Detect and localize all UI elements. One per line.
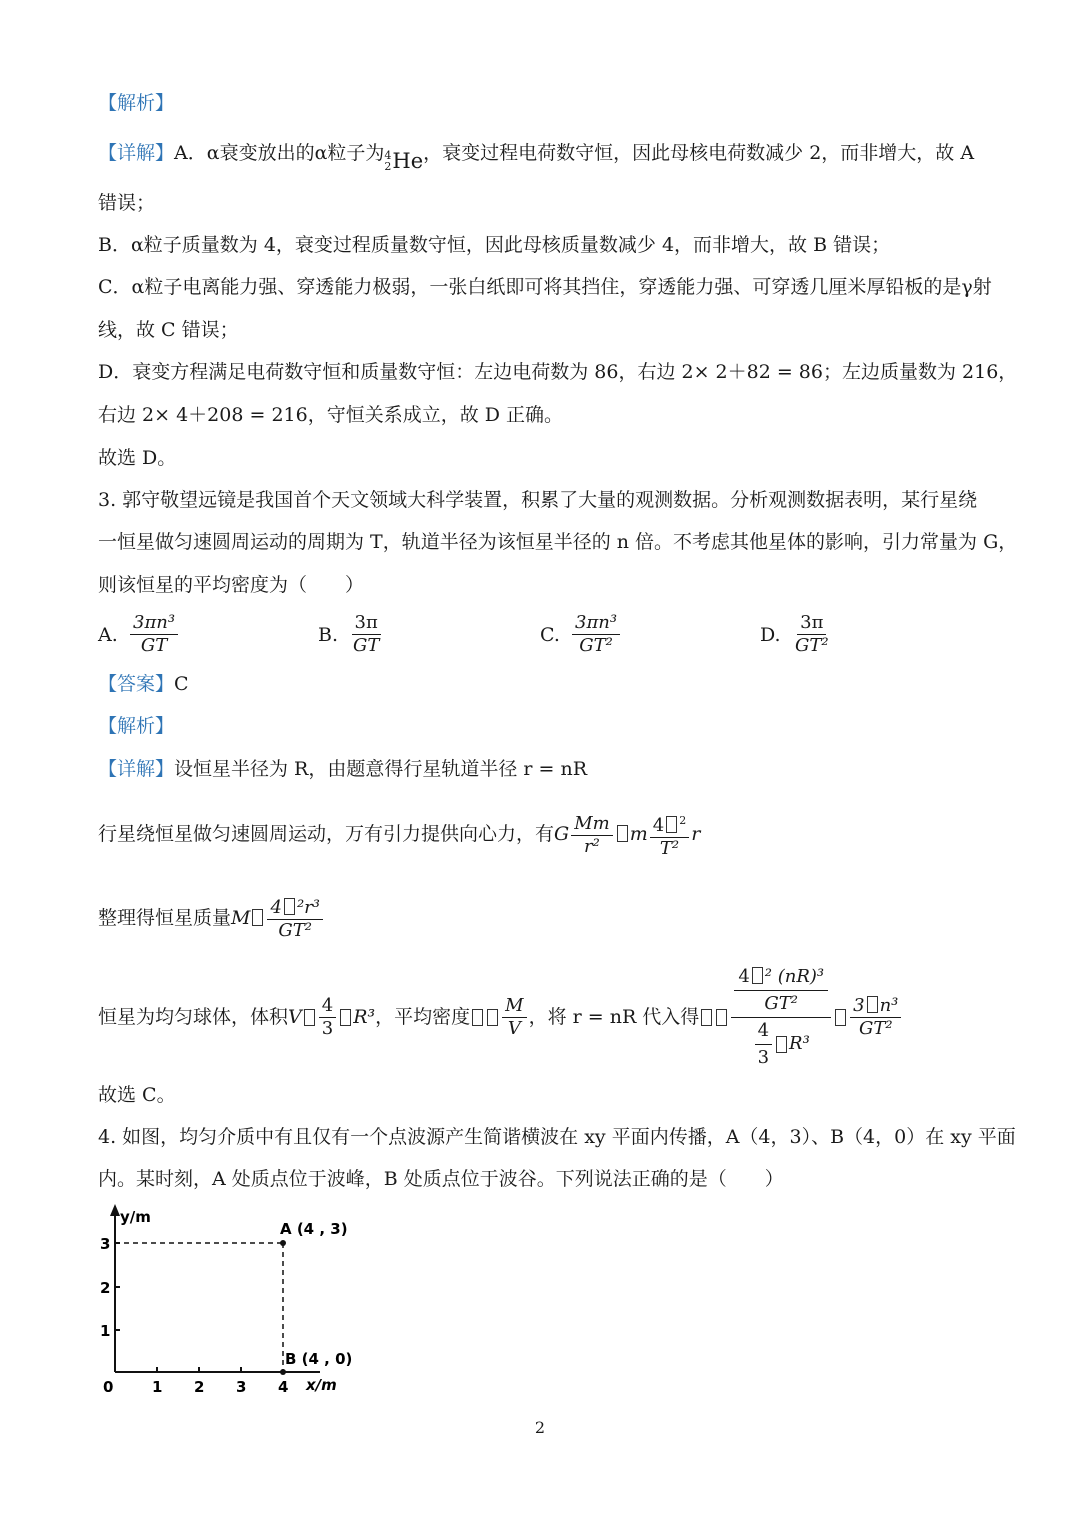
analysis-tag-2: 【解析】 [98,715,175,737]
missing-glyph-box [617,825,628,842]
point-b-label: B (4 , 0) [285,1350,353,1368]
density-compound-fraction: 4 ² (nR)³ GT² $\frac{4}{3}$ R³ [731,964,831,1071]
option-c-analysis-2: 线，故 C 错误； [98,319,239,341]
option-d-analysis-2: 右边 2× 4＋208 = 216，守恒关系成立，故 D 正确。 [98,404,564,426]
point-a-label: A (4 , 3) [280,1220,348,1238]
q4-stem-2: 内。某时刻，A 处质点位于波峰，B 处质点位于波谷。下列说法正确的是（ ） [98,1168,784,1190]
q3-stem-2: 一恒星做匀速圆周运动的周期为 T，轨道半径为该恒星半径的 n 倍。不考虑其他星体的影响，引力常量为 G， [98,531,1018,553]
detail-tag: 【详解】 [98,142,175,164]
q2-choice: 故选 D。 [98,447,177,469]
x-axis-label: x/m [306,1376,337,1394]
answer-line: 【答案】C [98,673,189,695]
q3-detail-3: 整理得恒星质量M $\frac{\text{4 ²r³}}{\text{GT²}}$ [98,890,325,946]
option-a-text-post: ，衰变过程电荷数守恒，因此母核电荷数减少 2，而非增大，故 A [423,142,975,164]
q3-stem-3: 则该恒星的平均密度为（ ） [98,574,365,596]
x-tick-4: 4 [278,1378,289,1396]
q3-choice: 故选 C。 [98,1084,176,1106]
origin-label: 0 [103,1378,114,1396]
y-tick-3: 3 [100,1235,111,1253]
x-tick-2: 2 [194,1378,205,1396]
analysis-tag: 【解析】 [98,92,175,114]
option-b-analysis: B．α粒子质量数为 4，衰变过程质量数守恒，因此母核质量数减少 4，而非增大，故 B 错误； [98,234,891,256]
detail-line-a [98,139,974,175]
q3-detail-2: 行星绕恒星做匀速圆周运动，万有引力提供向心力，有G $\frac{Mm}{\text{r²}}$ m $\frac{4 ^2}{\text{T²}}$ r [98,806,700,862]
helium-nuclide: 4 2 He [384,149,424,173]
q3-detail-1: 【详解】设恒星半径为 R，由题意得行星轨道半径 r = nR [98,758,588,780]
y-axis-label: y/m [120,1208,151,1226]
q3-stem-1: 3. 郭守敬望远镜是我国首个天文领域大科学装置，积累了大量的观测数据。分析观测数据表明，某行星绕 [98,489,978,511]
y-tick-2: 2 [100,1279,111,1297]
option-a-text-pre: A．α衰变放出的α粒子为 [174,142,385,164]
option-c-analysis-1: C．α粒子电离能力强、穿透能力极弱，一张白纸即可将其挡住，穿透能力强、可穿透几厘米厚铅板的是γ射 [98,276,992,298]
option-d-analysis-1: D．衰变方程满足电荷数守恒和质量数守恒：左边电荷数为 86，右边 2× 2＋82 = 86；左边质量数为 216， [98,361,1018,383]
y-axis-arrow [110,1204,120,1216]
x-tick-3: 3 [236,1378,247,1396]
point-a [280,1240,286,1246]
y-tick-1: 1 [100,1322,111,1340]
point-b [280,1369,286,1375]
page-number: 2 [534,1418,546,1437]
q4-stem-1: 4. 如图，均匀介质中有且仅有一个点波源产生简谐横波在 xy 平面内传播，A（4，3）、B（4，0）在 xy 平面 [98,1126,1016,1148]
answer-value: C [174,673,189,695]
x-tick-1: 1 [152,1378,163,1396]
q3-detail-4: 恒星为均匀球体，体积 V $\frac{4}{3}$ R³ ，平均密度 $\frac{M}{V}$ ，将 r = nR 代入得 4 ² (nR)³ GT² $\frac{4}{3}$ R³ $\frac{\text{3 n³}}{\text{GT²}}$ [98,962,903,1072]
coordinate-graph [90,1200,370,1400]
option-a-continued: 错误； [98,192,156,214]
